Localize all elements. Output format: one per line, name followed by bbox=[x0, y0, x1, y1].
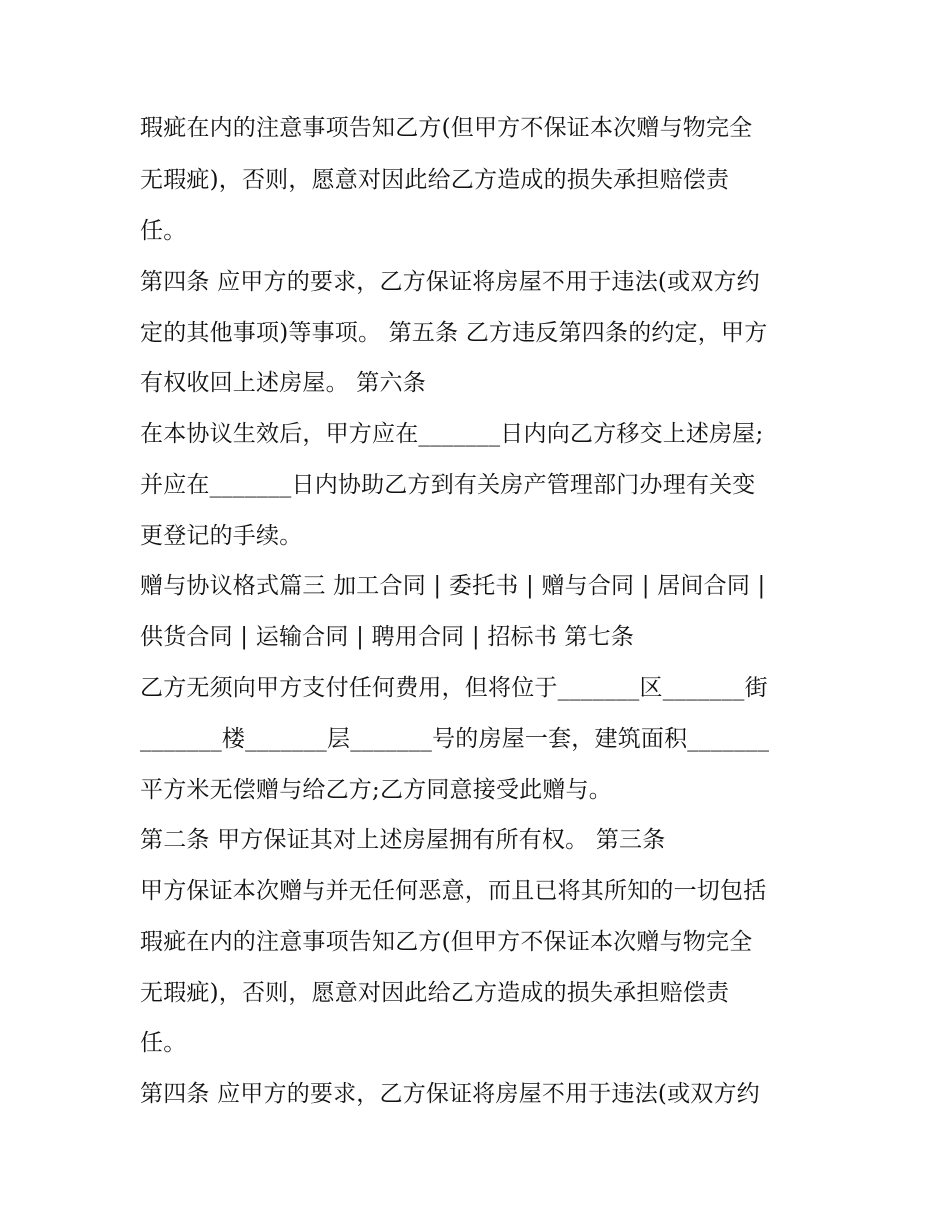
text-line: 任。 bbox=[140, 218, 187, 244]
text-line: 第四条 应甲方的要求，乙方保证将房屋不用于违法(或双方约 bbox=[140, 269, 760, 295]
text-line: 有权收回上述房屋。 第六条 bbox=[140, 370, 426, 396]
text-line: _______楼_______层_______号的房屋一套，建筑面积_______ bbox=[140, 726, 770, 752]
text-line: 瑕疵在内的注意事项告知乙方(但甲方不保证本次赠与物完全 bbox=[140, 115, 753, 141]
text-line: 更登记的手续。 bbox=[140, 523, 303, 549]
text-line: 第二条 甲方保证其对上述房屋拥有所有权。 第三条 bbox=[140, 827, 666, 853]
text-line: 第四条 应甲方的要求，乙方保证将房屋不用于违法(或双方约 bbox=[140, 1081, 760, 1107]
text-line: 并应在_______日内协助乙方到有关房产管理部门办理有关变 bbox=[140, 472, 756, 498]
text-line: 平方米无偿赠与给乙方;乙方同意接受此赠与。 bbox=[140, 777, 612, 803]
text-line: 甲方保证本次赠与并无任何恶意，而且已将其所知的一切包括 bbox=[140, 878, 767, 904]
text-line: 乙方无须向甲方支付任何费用，但将位于_______区_______街 bbox=[140, 675, 768, 701]
text-line: 无瑕疵)，否则，愿意对因此给乙方造成的损失承担赔偿责 bbox=[140, 980, 730, 1006]
text-line: 在本协议生效后，甲方应在_______日内向乙方移交上述房屋; bbox=[140, 421, 764, 447]
text-line: 定的其他事项)等事项。 第五条 乙方违反第四条的约定，甲方 bbox=[140, 320, 768, 346]
text-line: 无瑕疵)，否则，愿意对因此给乙方造成的损失承担赔偿责 bbox=[140, 167, 730, 193]
text-line: 瑕疵在内的注意事项告知乙方(但甲方不保证本次赠与物完全 bbox=[140, 929, 753, 955]
text-line: 赠与协议格式篇三 加工合同 | 委托书 | 赠与合同 | 居间合同 | bbox=[140, 573, 766, 599]
text-line: 供货合同 | 运输合同 | 聘用合同 | 招标书 第七条 bbox=[140, 624, 635, 650]
text-line: 任。 bbox=[140, 1030, 187, 1056]
